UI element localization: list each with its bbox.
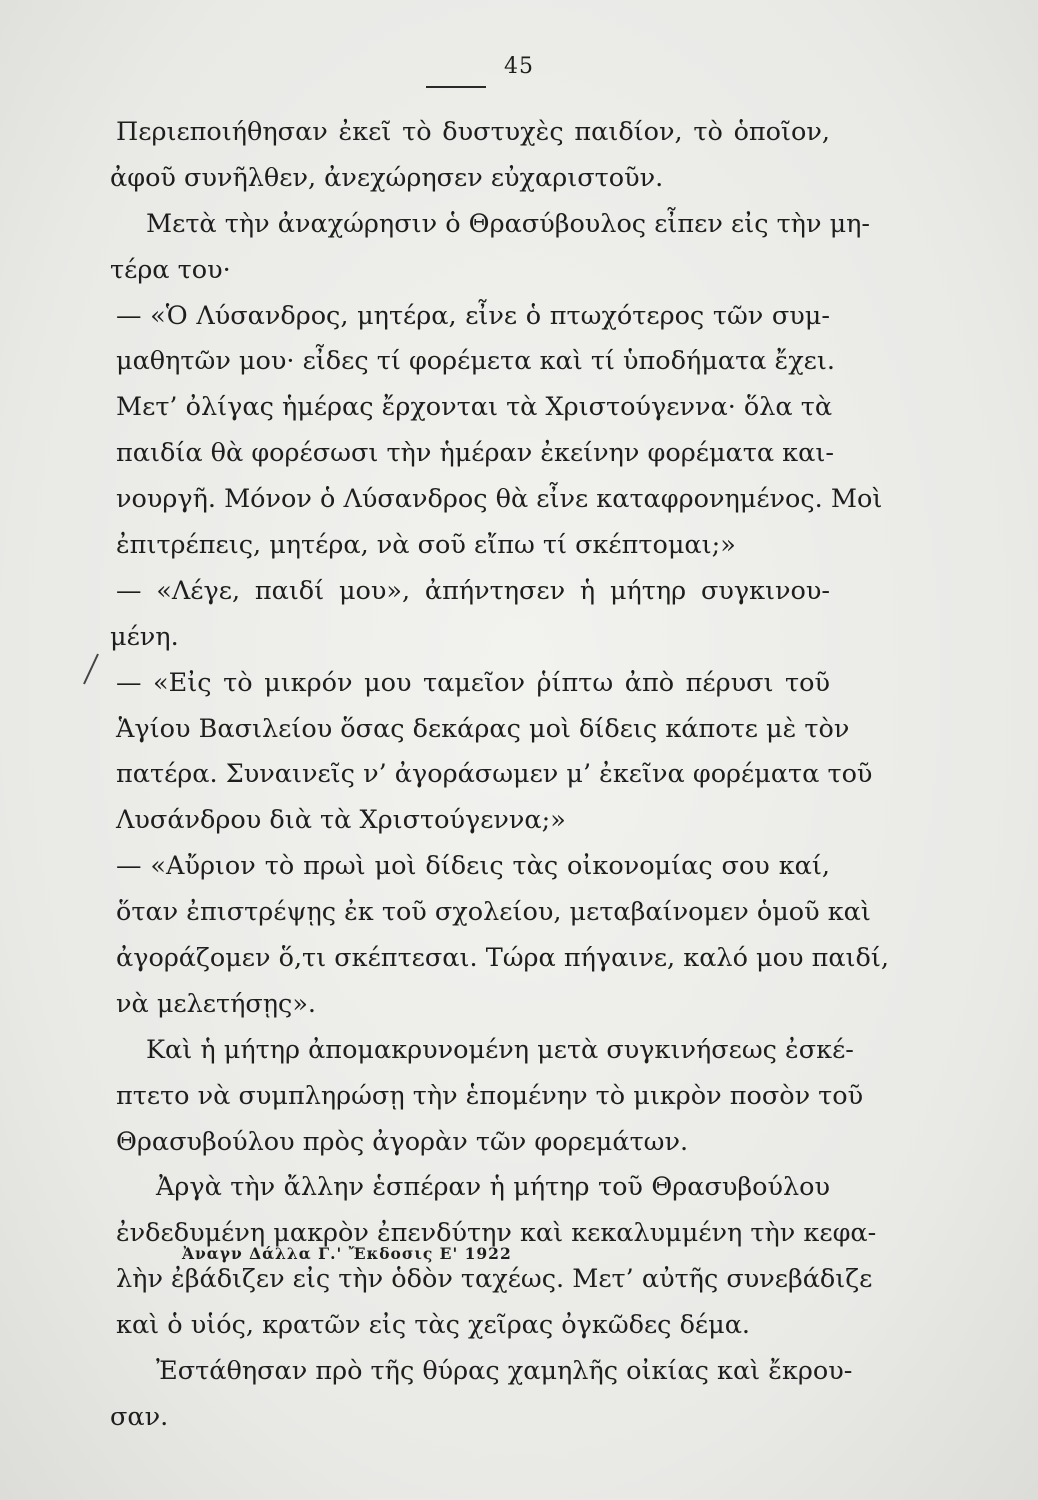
text-line: — «Εἰς τὸ μικρόν μου ταμεῖον ῥίπτω ἀπὸ πέρυσι τοῦ <box>116 667 830 698</box>
text-line: — «Ὁ Λύσανδρος, μητέρα, εἶνε ὁ πτωχότερος τῶν συμ- <box>116 300 830 331</box>
text-line: Θρασυβούλου πρὸς ἀγορὰν τῶν φορεμάτων. <box>116 1126 689 1157</box>
text-line: πατέρα. Συναινεῖς ν’ ἀγοράσωμεν μ’ ἐκεῖνα φορέματα τοῦ <box>116 759 873 790</box>
body-text <box>110 110 890 1441</box>
text-line: Λυσάνδρου διὰ τὰ Χριστούγεννα;» <box>116 805 566 836</box>
text-line: σαν. <box>110 1401 169 1432</box>
page-number: 45 <box>504 54 534 79</box>
page-number-rule <box>426 86 486 88</box>
margin-pen-mark <box>80 650 100 690</box>
publication-footer: Ἀναγν Δάλλα Γ.' Ἔκδοσις Ε' 1922 <box>182 1244 512 1263</box>
text-line: νουργῆ. Μόνον ὁ Λύσανδρος θὰ εἶνε καταφρονημένος. Μοὶ <box>116 484 883 515</box>
text-line: — «Αὔριον τὸ πρωὶ μοὶ δίδεις τὰς οἰκονομίας σου καί, <box>116 851 830 882</box>
text-line: Ἁγίου Βασιλείου ὅσας δεκάρας μοὶ δίδεις κάποτε μὲ τὸν <box>116 713 850 744</box>
text-line: πτετο νὰ συμπληρώσῃ τὴν ἑπομένην τὸ μικρὸν ποσὸν τοῦ <box>116 1080 864 1111</box>
text-line: ἐνδεδυμένη μακρὸν ἐπενδύτην καὶ κεκαλυμμένη τὴν κεφα- <box>116 1218 877 1249</box>
text-line: μαθητῶν μου· εἶδες τί φορέμετα καὶ τί ὑποδήματα ἔχει. <box>116 346 835 377</box>
text-line: μένη. <box>110 621 179 652</box>
text-line: καὶ ὁ υἱός, κρατῶν εἰς τὰς χεῖρας ὀγκῶδες δέμα. <box>116 1310 751 1341</box>
text-line: ἐπιτρέπεις, μητέρα, νὰ σοῦ εἴπω τί σκέπτομαι;» <box>116 530 736 561</box>
text-line: Καὶ ἡ μήτηρ ἀπομακρυνομένη μετὰ συγκινήσεως ἐσκέ- <box>146 1034 854 1065</box>
text-line: παιδία θὰ φορέσωσι τὴν ἡμέραν ἐκείνην φορέματα και- <box>116 438 834 469</box>
text-line: ἀφοῦ συνῆλθεν, ἀνεχώρησεν εὐχαριστοῦν. <box>110 162 664 193</box>
text-line: Ἀργὰ τὴν ἄλλην ἑσπέραν ἡ μήτηρ τοῦ Θρασυβούλου <box>156 1172 830 1203</box>
text-line: — «Λέγε, παιδί μου», ἀπήντησεν ἡ μήτηρ συγκινου- <box>116 575 830 606</box>
text-line: Ἐστάθησαν πρὸ τῆς θύρας χαμηλῆς οἰκίας καὶ ἔκρου- <box>156 1356 853 1387</box>
text-line: ἀγοράζομεν ὅ,τι σκέπτεσαι. Τώρα πήγαινε, καλό μου παιδί, <box>116 943 890 974</box>
text-line: Μετὰ τὴν ἀναχώρησιν ὁ Θρασύβουλος εἶπεν εἰς τὴν μη- <box>146 208 871 239</box>
text-line: Μετ’ ὀλίγας ἡμέρας ἔρχονται τὰ Χριστούγεννα· ὅλα τὰ <box>116 392 833 423</box>
text-line: νὰ μελετήσῃς». <box>116 988 317 1019</box>
text-line: Περιεποιήθησαν ἐκεῖ τὸ δυστυχὲς παιδίον, τὸ ὁποῖον, <box>116 117 830 147</box>
text-line: τέρα του· <box>110 254 231 285</box>
text-line: ὅταν ἐπιστρέψῃς ἐκ τοῦ σχολείου, μεταβαίνομεν ὁμοῦ καὶ <box>116 897 871 928</box>
text-line: λὴν ἐβάδιζεν εἰς τὴν ὁδὸν ταχέως. Μετ’ αὐτῆς συνεβάδιζε <box>116 1264 873 1295</box>
